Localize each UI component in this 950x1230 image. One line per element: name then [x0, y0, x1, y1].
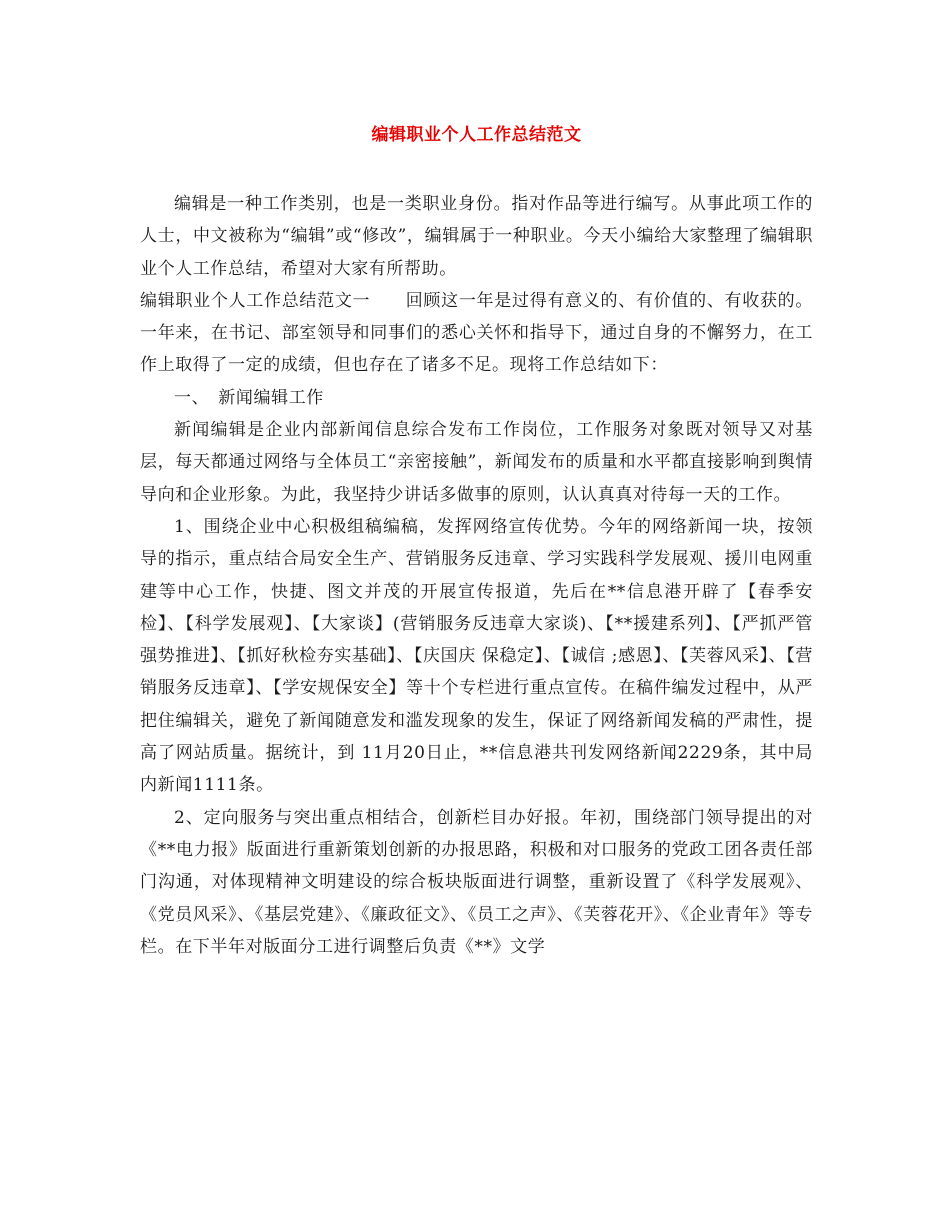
intro-paragraph: 编辑是一种工作类别，也是一类职业身份。指对作品等进行编写。从事此项工作的人士，中文被称为“编辑”或“修改”，编辑属于一种职业。今天小编给大家整理了编辑职业个人工作总结，希望对大家有所帮助。 — [140, 194, 813, 279]
news-editing-paragraph: 新闻编辑是企业内部新闻信息综合发布工作岗位，工作服务对象既对领导又对基层，每天都通过网络与全体员工“亲密接触”，新闻发布的质量和水平都直接影响到舆情导向和企业形象。为此，我坚持少讲话多做事的原则，认认真真对待每一天的工作。 — [140, 420, 813, 505]
section-heading: 一、 新闻编辑工作 — [174, 387, 324, 408]
item-1-paragraph: 1、围绕企业中心积极组稿编稿，发挥网络宣传优势。今年的网络新闻一块，按领导的指示，重点结合局安全生产、营销服务反违章、学习实践科学发展观、援川电网重建等中心工作，快捷、图文并茂的开展宣传报道，先后在**信息港开辟了【春季安检】、【科学发展观】、【大家谈】(营销服务反违章大家谈)、【**援建系列】、【严抓严管强势推进】、【抓好秋检夯实基础】、【庆国庆 保稳定】、【诚信 ;感恩】、【芙蓉风采】、【营销服务反违章】、【学安规保安全】等十个专栏进行重点宣传。在稿件编发过程中，从严把住编辑关，避免了新闻随意发和滥发现象的发生，保证了网络新闻发稿的严肃性，提高了网站质量。据统计，到 11月20日止，**信息港共刊发网络新闻2229条，其中局内新闻1111条。 — [140, 516, 813, 796]
summary-heading-paragraph: 编辑职业个人工作总结范文一 回顾这一年是过得有意义的、有价值的、有收获的。一年来，在书记、部室领导和同事们的悉心关怀和指导下，通过自身的不懈努力，在工作上取得了一定的成绩，但也存在了诸多不足。现将工作总结如下： — [140, 290, 813, 376]
item-2-paragraph: 2、定向服务与突出重点相结合，创新栏目办好报。年初，围绕部门领导提出的对《**电力报》版面进行重新策划创新的办报思路，积极和对口服务的党政工团各责任部门沟通，对体现精神文明建设的综合板块版面进行调整，重新设置了《科学发展观》、《党员风采》、《基层党建》、《廉政征文》、《员工之声》、《芙蓉花开》、《企业青年》等专栏。在下半年对版面分工进行调整后负责《**》文学 — [140, 807, 813, 957]
document-page — [140, 118, 813, 963]
document-title: 编辑职业个人工作总结范文 — [371, 125, 582, 145]
